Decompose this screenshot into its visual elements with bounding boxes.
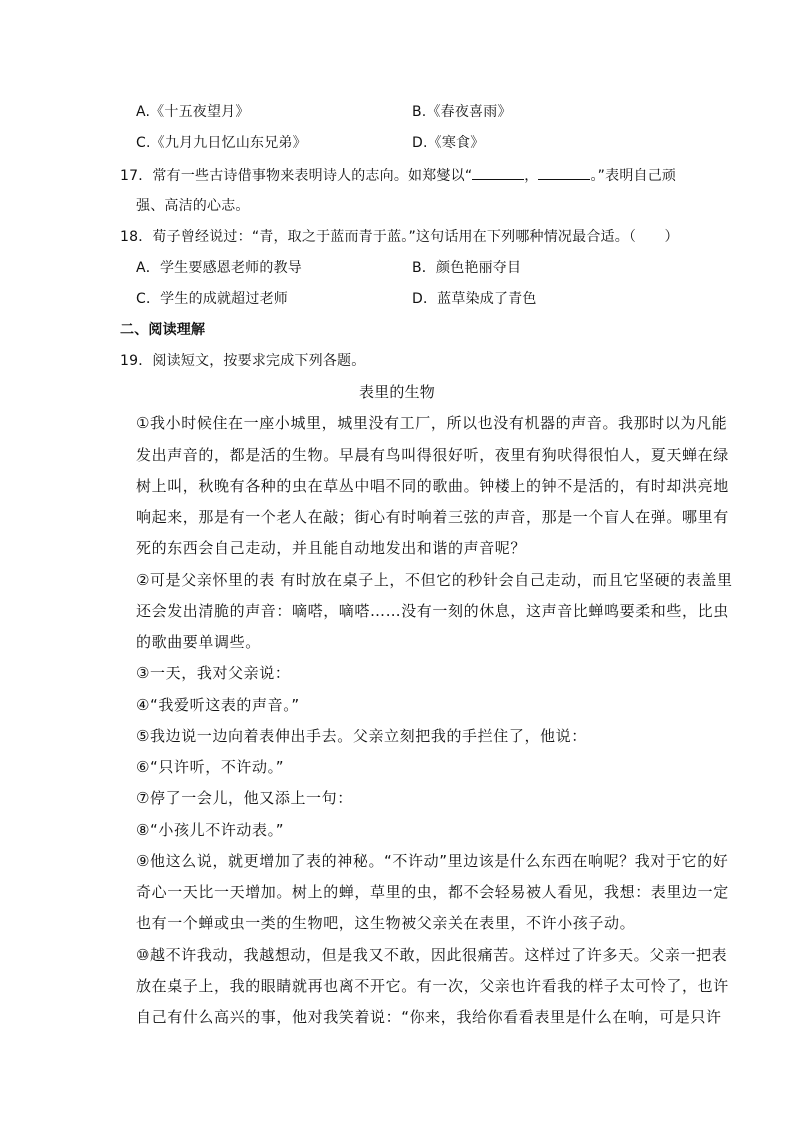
passage-line: 响起来，那是有一个老人在敲；街心有时响着三弦的声音，那是一个盲人在弹。哪里有 xyxy=(136,508,729,526)
passage-line: 自己有什么高兴的事，他对我笑着说：“你来，我给你看看表里是什么在响，可是只许 xyxy=(136,1008,722,1026)
q17-separator: ， xyxy=(524,168,539,184)
q18-option-b: B．颜色艳丽夺目 xyxy=(412,260,522,276)
q16-option-c: C.《九月九日忆山东兄弟》 xyxy=(136,135,307,151)
q16-option-a: A.《十五夜望月》 xyxy=(136,104,250,120)
passage-line: 放在桌子上，我的眼睛就再也离不开它。有一次，父亲也许看我的样子太可怜了，也许 xyxy=(136,977,729,995)
q17-blank-1[interactable] xyxy=(472,165,524,180)
passage-line: ⑥“只许听，不许动。” xyxy=(136,758,285,776)
q17-text-prefix: 17．常有一些古诗借事物来表明诗人的志向。如郑燮以“ xyxy=(120,168,473,184)
passage-line: ④“我爱听这表的声音。” xyxy=(136,696,300,714)
passage-line: 树上叫，秋晚有各种的虫在草丛中唱不同的歌曲。钟楼上的钟不是活的，有时却洪亮地 xyxy=(136,477,729,495)
q17-stem xyxy=(120,165,676,186)
q16-option-d: D.《寒食》 xyxy=(412,135,485,151)
passage-line: 也有一个蝉或虫一类的生物吧，这生物被父亲关在表里，不许小孩子动。 xyxy=(136,914,636,932)
q18-option-c: C．学生的成就超过老师 xyxy=(136,291,288,307)
passage-line: ⑩越不许我动，我越想动，但是我又不敢，因此很痛苦。这样过了许多天。父亲一把表 xyxy=(136,946,728,964)
q18-option-a: A．学生要感恩老师的教导 xyxy=(136,260,302,276)
passage-title: 表里的生物 xyxy=(358,383,435,401)
q17-stem-continued: 强、高洁的心志。 xyxy=(136,198,250,214)
q19-stem: 19．阅读短文，按要求完成下列各题。 xyxy=(120,353,366,369)
section-heading-reading: 二、阅读理解 xyxy=(120,322,206,338)
passage-line: 死的东西会自己走动，并且能自动地发出和谐的声音呢？ xyxy=(136,539,527,557)
passage-line: ③一天，我对父亲说： xyxy=(136,664,291,682)
passage-line: ⑦停了一会儿，他又添上一句： xyxy=(136,789,353,807)
q17-text-suffix: 。”表明自己顽 xyxy=(590,168,677,184)
passage-line: ①我小时候住在一座小城里，城里没有工厂，所以也没有机器的声音。我那时以为凡能 xyxy=(136,414,728,432)
passage-line: ②可是父亲怀里的表 有时放在桌子上，不但它的秒针会自己走动，而且它坚硬的表盖里 xyxy=(136,571,733,589)
passage-line: 还会发出清脆的声音：嘀嗒，嘀嗒……没有一刻的休息，这声音比蝉鸣要柔和些，比虫 xyxy=(136,602,729,620)
q16-option-b: B.《春夜喜雨》 xyxy=(412,104,512,120)
passage-line: 奇心一天比一天增加。树上的蝉，草里的虫，都不会轻易被人看见，我想：表里边一定 xyxy=(136,883,729,901)
passage-line: 发出声音的，都是活的生物。早晨有鸟叫得很好听，夜里有狗吠得很怕人，夏天蝉在绿 xyxy=(136,446,729,464)
passage-line: 的歌曲要单调些。 xyxy=(136,633,261,651)
passage-line: ⑨他这么说，就更增加了表的神秘。“不许动”里边该是什么东西在响呢？我对于它的好 xyxy=(136,852,729,870)
passage-line: ⑧“小孩儿不许动表。” xyxy=(136,821,285,839)
passage-line: ⑤我边说一边向着表伸出手去。父亲立刻把我的手拦住了，他说： xyxy=(136,727,587,745)
q17-blank-2[interactable] xyxy=(538,165,590,180)
q18-option-d: D．蓝草染成了青色 xyxy=(412,291,537,307)
q18-stem: 18．荀子曾经说过：“青，取之于蓝而青于蓝。”这句话用在下列哪种情况最合适。（ ） xyxy=(120,229,679,245)
